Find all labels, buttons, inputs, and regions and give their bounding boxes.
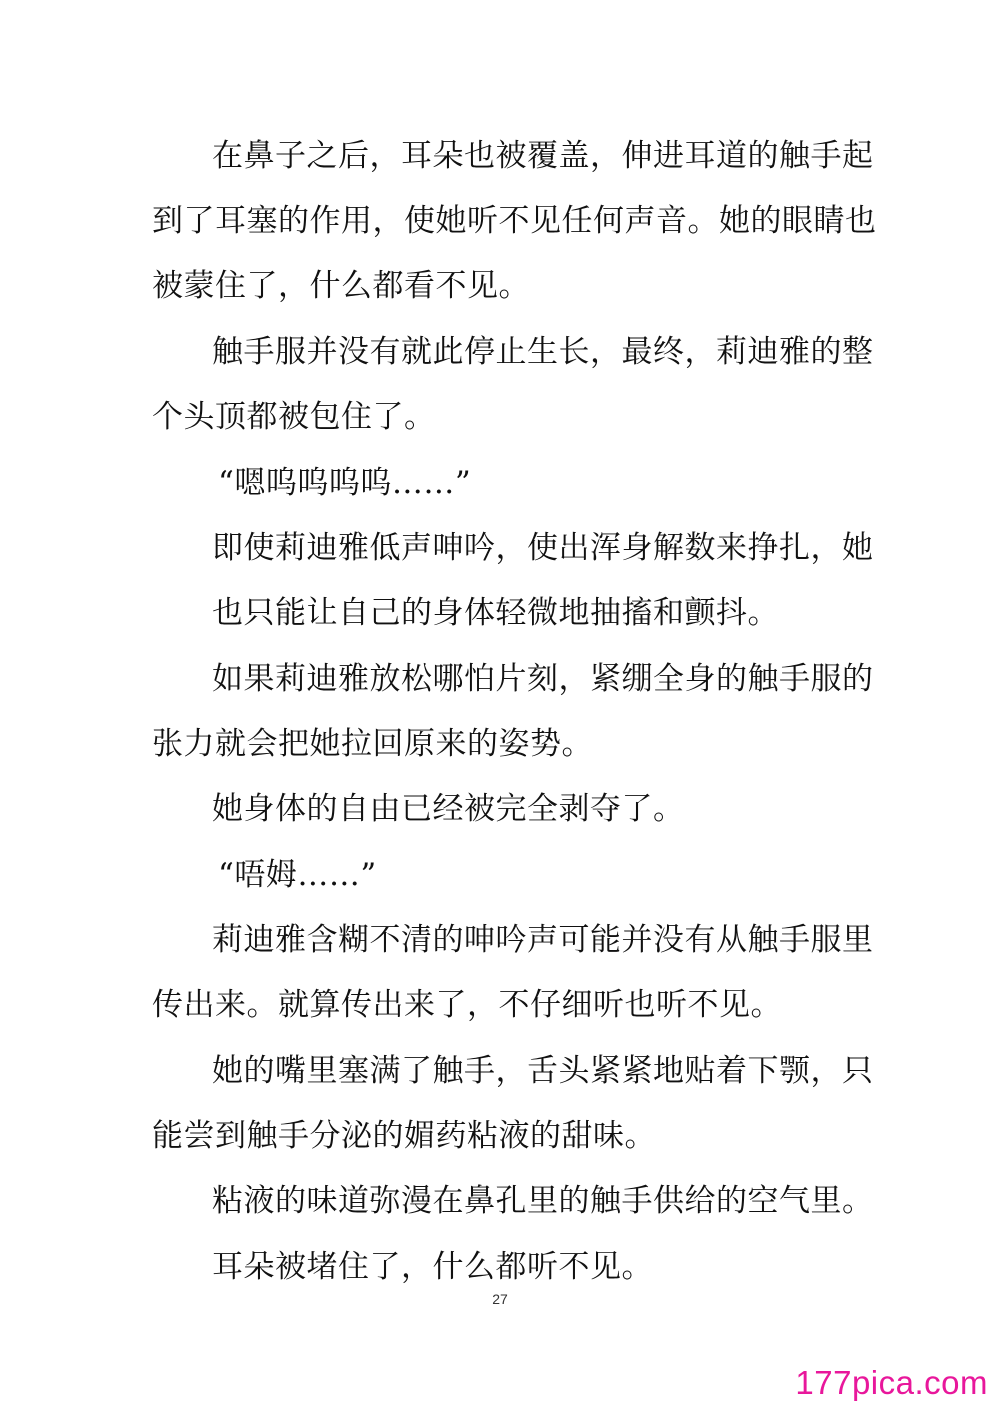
- paragraph-line: 能尝到触手分泌的媚药粘液的甜味。: [152, 1118, 656, 1154]
- paragraph-line: 莉迪雅含糊不清的呻吟声可能并没有从触手服里: [212, 922, 874, 958]
- paragraph-line: 张力就会把她拉回原来的姿势。: [152, 726, 593, 762]
- dialogue-line: “嗯呜呜呜呜……”: [218, 465, 472, 501]
- paragraph-line: 传出来。就算传出来了，不仔细听也听不见。: [152, 987, 782, 1023]
- paragraph-line: 即使莉迪雅低声呻吟，使出浑身解数来挣扎，她: [212, 530, 874, 566]
- paragraph-line: 到了耳塞的作用，使她听不见任何声音。她的眼睛也: [152, 203, 877, 239]
- watermark: 177pica.com: [795, 1364, 988, 1401]
- paragraph-line: 个头顶都被包住了。: [152, 399, 436, 435]
- paragraph-line: 也只能让自己的身体轻微地抽搐和颤抖。: [212, 595, 779, 631]
- paragraph-line: 在鼻子之后，耳朵也被覆盖，伸进耳道的触手起: [212, 138, 874, 174]
- paragraph-line: 如果莉迪雅放松哪怕片刻，紧绷全身的触手服的: [212, 661, 874, 697]
- paragraph-line: 粘液的味道弥漫在鼻孔里的触手供给的空气里。: [212, 1183, 874, 1219]
- page-number: 27: [492, 1291, 508, 1307]
- paragraph-line: 被蒙住了，什么都看不见。: [152, 268, 530, 304]
- paragraph-line: 耳朵被堵住了，什么都听不见。: [212, 1249, 653, 1285]
- dialogue-line: “唔姆……”: [218, 857, 377, 893]
- paragraph-line: 她的嘴里塞满了触手，舌头紧紧地贴着下颚，只: [212, 1053, 874, 1089]
- paragraph-line: 她身体的自由已经被完全剥夺了。: [212, 791, 685, 827]
- paragraph-line: 触手服并没有就此停止生长，最终，莉迪雅的整: [212, 334, 874, 370]
